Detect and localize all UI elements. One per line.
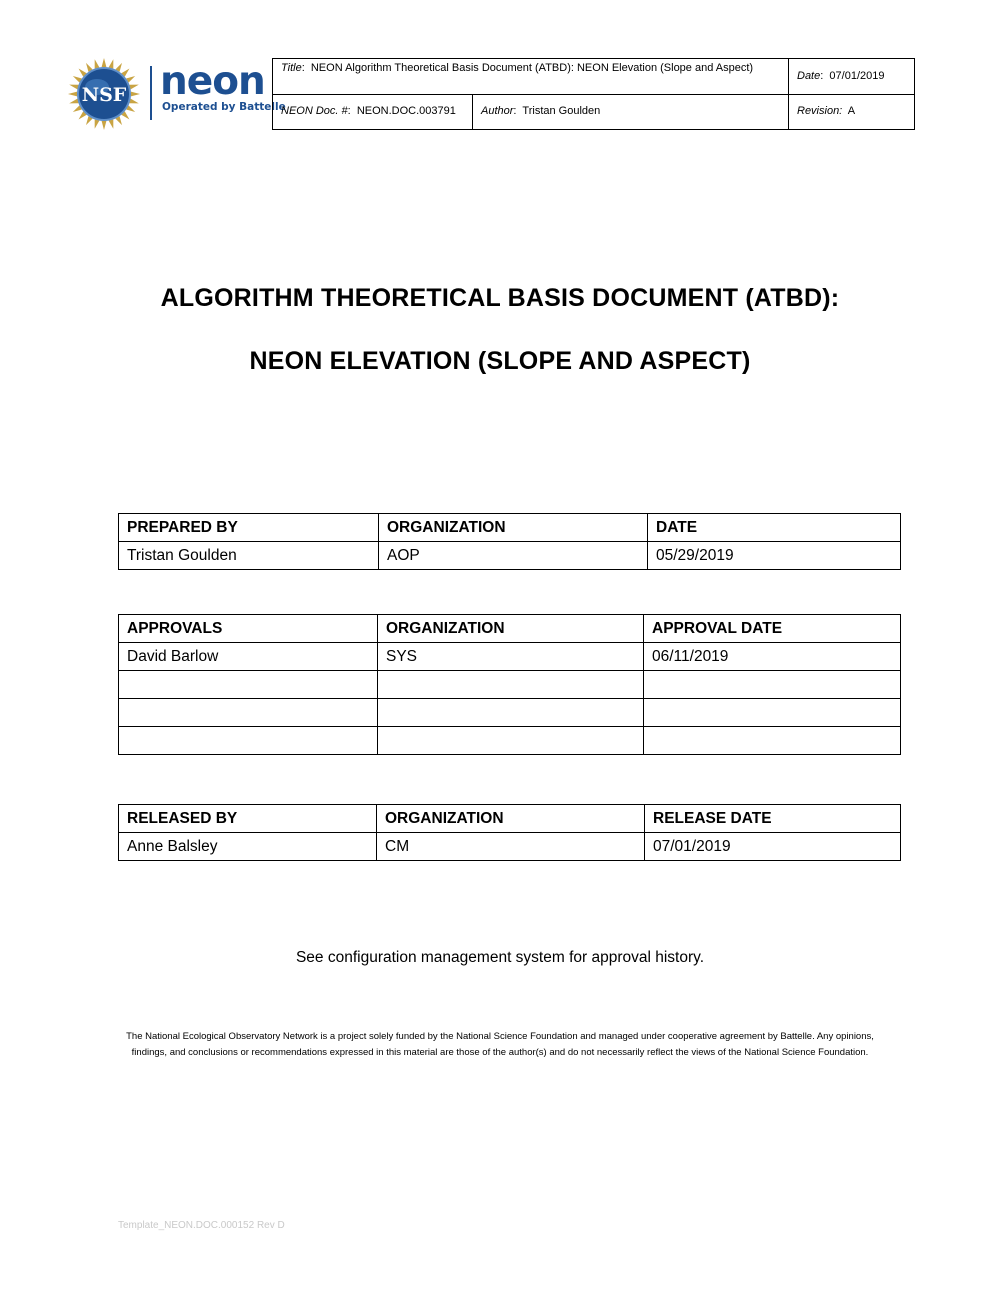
table-cell — [119, 727, 378, 755]
table-cell: 05/29/2019 — [648, 542, 901, 570]
approval-history-note: See configuration management system for approval history. — [295, 949, 705, 966]
template-footer: Template_NEON.DOC.000152 Rev D — [118, 1220, 285, 1231]
table-cell — [378, 699, 644, 727]
table-header-cell: APPROVAL DATE — [644, 615, 901, 643]
seal-ray — [69, 99, 78, 104]
seal-ray — [102, 121, 107, 130]
seal-ray — [102, 58, 107, 67]
logo-divider — [150, 66, 152, 120]
nsf-seal-icon — [66, 56, 148, 132]
table-row — [119, 727, 901, 755]
header-revision-value: A — [847, 105, 856, 117]
funding-disclaimer: The National Ecological Observatory Network is a project solely funded by the National Science Foundation and managed under cooperative agreement by Battelle. Any opinions, findings, and conclusions or recommendations expressed in this material are those of the author(s) and do not necessarily reflect the views of the National Science Foundation. — [126, 1031, 874, 1058]
table-row — [119, 833, 901, 861]
table-row — [119, 542, 901, 570]
table-cell: Anne Balsley — [119, 833, 377, 861]
seal-ray — [131, 92, 140, 97]
document-title-line-1: ALGORITHM THEORETICAL BASIS DOCUMENT (ATBD): — [160, 284, 840, 312]
table-header-row — [119, 805, 901, 833]
seal-ray — [109, 119, 114, 128]
approvals-table — [118, 614, 901, 755]
table-cell: Tristan Goulden — [119, 542, 379, 570]
table-row — [119, 643, 901, 671]
header-title-label: Title — [281, 62, 302, 74]
neon-logo-text: neon — [160, 59, 265, 104]
neon-logo-subtitle: Operated by Battelle — [162, 101, 286, 113]
table-header-row — [119, 514, 901, 542]
table-header-cell: ORGANIZATION — [378, 615, 644, 643]
table-cell: 07/01/2019 — [645, 833, 901, 861]
svg-text:NSF: NSF — [81, 84, 127, 106]
table-cell: 06/11/2019 — [644, 643, 901, 671]
table-cell — [644, 671, 901, 699]
table-header-cell: ORGANIZATION — [377, 805, 645, 833]
header-author-label: Author — [481, 105, 514, 117]
header-title-value: NEON Algorithm Theoretical Basis Document (ATBD): NEON Elevation (Slope and Aspect) — [310, 62, 754, 74]
table-cell: CM — [377, 833, 645, 861]
document-header-table — [272, 58, 915, 130]
table-header-cell: RELEASED BY — [119, 805, 377, 833]
prepared-by-table — [118, 513, 901, 570]
header-revision-label: Revision: — [797, 105, 843, 117]
header-date-cell: Date: 07/01/2019 — [797, 70, 885, 82]
table-cell — [644, 727, 901, 755]
seal-ray — [95, 119, 100, 128]
table-cell: SYS — [378, 643, 644, 671]
table-cell: David Barlow — [119, 643, 378, 671]
table-header-cell: DATE — [648, 514, 901, 542]
seal-ray — [95, 59, 100, 68]
header-doc-cell: NEON Doc. #: NEON.DOC.003791 — [281, 105, 456, 117]
header-author-value: Tristan Goulden — [522, 105, 601, 117]
table-cell — [378, 671, 644, 699]
table-header-cell: APPROVALS — [119, 615, 378, 643]
table-header-cell: PREPARED BY — [119, 514, 379, 542]
table-cell — [378, 727, 644, 755]
header-date-label: Date — [797, 70, 821, 82]
seal-ray — [129, 99, 138, 104]
table-row — [119, 671, 901, 699]
released-by-table — [118, 804, 901, 861]
table-cell — [119, 671, 378, 699]
table-cell — [644, 699, 901, 727]
header-title-cell: Title: NEON Algorithm Theoretical Basis Document (ATBD): NEON Elevation (Slope and Aspect) — [281, 62, 754, 74]
seal-ray — [109, 59, 114, 68]
header-revision-cell — [789, 95, 915, 129]
seal-ray — [69, 85, 78, 90]
header-doc-label: NEON Doc. # — [281, 105, 348, 117]
seal-ray — [129, 85, 138, 90]
header-doc-value: NEON.DOC.003791 — [356, 105, 456, 117]
table-header-row — [119, 615, 901, 643]
header-author-cell: Author: Tristan Goulden — [481, 105, 601, 117]
seal-ray — [68, 92, 77, 97]
table-header-cell: RELEASE DATE — [645, 805, 901, 833]
table-cell: AOP — [379, 542, 648, 570]
document-title-line-2: NEON ELEVATION (SLOPE AND ASPECT) — [249, 347, 751, 375]
table-cell — [119, 699, 378, 727]
table-row — [119, 699, 901, 727]
table-header-cell: ORGANIZATION — [379, 514, 648, 542]
header-date-value: 07/01/2019 — [829, 70, 885, 82]
